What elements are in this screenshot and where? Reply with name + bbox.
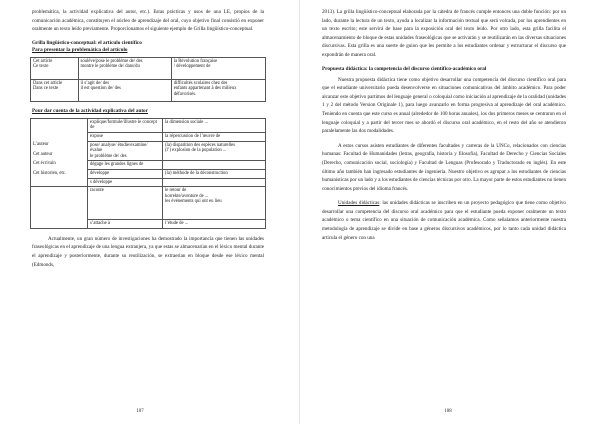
table-cell: soulève/pose le problème de/ des montre le problème de/ dans/du <box>78 57 171 79</box>
paragraph-4 <box>322 199 566 242</box>
object-cell: l’étude de ... <box>163 220 266 229</box>
verb-cell: s développe <box>88 178 163 187</box>
right-column <box>322 8 566 242</box>
right-page <box>300 0 600 424</box>
grid-title: Grilla lingüístico-conceptual: el artículo científico <box>32 39 142 46</box>
object-cell: la répercussion de l’œuvre de <box>163 132 266 141</box>
object-cell: (la) méthode de la déconstruction <box>163 169 266 178</box>
verb-cell: expose <box>88 132 163 141</box>
table-row <box>31 187 266 220</box>
table-row <box>31 118 266 132</box>
table-cell: la Révolution française / développement de <box>171 57 265 79</box>
section-heading: Propuesta didáctica: la competencia del discurso científico-académico oral <box>322 65 487 72</box>
verb-cell: explique/formule/illustre le concept de <box>88 118 163 132</box>
explanation-table <box>30 118 266 229</box>
intro-paragraph: problemática, la actividad explicativa del autor, etc.). Estas prácticas y usos de una LE, propios de la comunicación académica, constituyen el núcleo de aprendizaje del oral, cuyo objetivo final consistió en exponer oralmente un texto leído previamente. Proporcionamos el siguiente ejemplo de Grilla lingüístico-conceptual. <box>32 9 264 33</box>
subjects-cell <box>31 118 88 186</box>
section2-title: Pour dar cuenta de la actividad explicativa del autor <box>32 107 148 114</box>
problem-table <box>30 57 266 102</box>
paragraph-1: 2013). La grilla lingüístico-conceptual elaborada por la cátedra de francés cumple entonces una doble función: por un lado, durante la lectura de un texto, ayuda a localizar la información textual que será volcada, por los aprendientes en un texto escrito; este servirá de base para la exposición oral del texto leído. Por otro lado, esta grilla facilita el almacenamiento de bloque de estas unidades fraseológicas que se activarán y se reutilizarán en las diversas situaciones discursivas. Esta grilla es una suerte de guion que les permite a los estudiantes ordenar y estructurar el discurso que expondrán de manera oral. <box>322 9 566 58</box>
page-number: 108 <box>444 409 452 414</box>
verb-cell: développe <box>88 169 163 178</box>
section1-title: Para presentar la problemática del artículo <box>32 46 128 53</box>
table-cell: Dans cet article Dans ce texte <box>31 79 79 101</box>
table-cell: difficultés scolaires chez des enfants appartenant à des milieux défavorisés. <box>171 79 265 101</box>
object-cell: (la) disparition des espèces naturelles (l’) explosion de la population ... <box>163 141 266 161</box>
closing-paragraph: Actualmente, un gran número de investigaciones ha demostrado la importancia que tienen las unidades fraseológicas en el aprendizaje de una lengua extranjera, ya que estas se almacenarían en el léxico mental durante el aprendizaje y posteriormente, durante su reutilización, se extraerían en bloque desde ese léxico mental (Edmonds, <box>32 235 264 268</box>
table-row <box>31 79 266 101</box>
table-row <box>31 220 266 229</box>
verb-cell: raconte <box>88 187 163 220</box>
subject-item: Cet auteur <box>33 151 53 157</box>
object-cell: la dimension sociale ... <box>163 118 266 132</box>
subject-item: L’auteur <box>33 142 49 148</box>
table-cell <box>31 220 88 229</box>
object-cell <box>163 178 266 187</box>
table-cell <box>31 187 88 220</box>
verb-cell: dégage les grandes lignes de <box>88 161 163 170</box>
subject-item: Cet historien, etc. <box>33 171 67 177</box>
paragraph-4-lead: Unidades didácticas <box>338 200 380 207</box>
verb-cell: pose/ analyse/ étudie/examine/ évalue le problème de/ des <box>88 141 163 161</box>
paragraph-3: A estos cursos asisten estudiantes de diferentes facultades y carreras de la UNCo, relacionados con ciencias humanas: Facultad de Humanidades (letras, geografía, historia y filosofía), Facultad de Derecho y Ciencias Sociales (Derecho, comunicación social, sociología) y Facultad de Lenguas (Profesorado y Traductorado en inglés). En este último año también han ingresado estudiantes de ingeniería. Nuestro objetivo es agrupar a los estudiantes de ciencias humanísticas por un lado y a los estudiantes de ciencias técnicas por otro. La mayor parte de estos estudiantes no tienen conocimientos previos del idioma francés. <box>322 142 566 192</box>
table-row <box>31 57 266 79</box>
left-column <box>32 8 264 269</box>
object-cell <box>163 161 266 170</box>
table-cell: Cet article Ce texte <box>31 57 79 79</box>
verb-cell: s’attache à <box>88 220 163 229</box>
table-cell: il s’agit de/ des il est question de/ des <box>78 79 171 101</box>
page-number: 107 <box>136 409 144 414</box>
paragraph-4-body: : las unidades didácticas se inscriben en un proyecto pedagógico que tiene como objetivo desarrollar una competencia del discurso oral académico para que el estudiante pueda exponer oralmente un texto académico o tema científico en una situación de comunicación académica. Como señalamos anteriormente nuestra metodología de aprendizaje se divide en base a géneros discursivos académicos, por lo tanto cada unidad didáctica articula el género con una <box>322 200 566 241</box>
object-cell: le retour de korrekte/aventure de ... les événements qui ont eu lieu <box>163 187 266 220</box>
subject-item: Cet écrivain <box>33 161 56 167</box>
paragraph-2: Nuestra propuesta didáctica tiene como objetivo desarrollar una competencia del discurso científico oral para que el estudiante universitario pueda desenvolverse en situaciones comunicativas del ámbito académico. Para poder alcanzar este objetivo partimos del lenguaje general o coloquial como iniciación al aprendizaje de la oralidad (unidades 1 y 2 del método Version Originale 1), para luego avanzarlo en forma progresiva al aprendizaje del oral académico. Teniendo en cuenta que este curso es anual (alrededor de 100 horas anuales), los dos primeros meses se centraron en el lenguaje coloquial y a partir del tercer mes se abordó el discurso oral académico, en el resto del año se atendieron paralelamente las dos modalidades. <box>322 76 566 135</box>
